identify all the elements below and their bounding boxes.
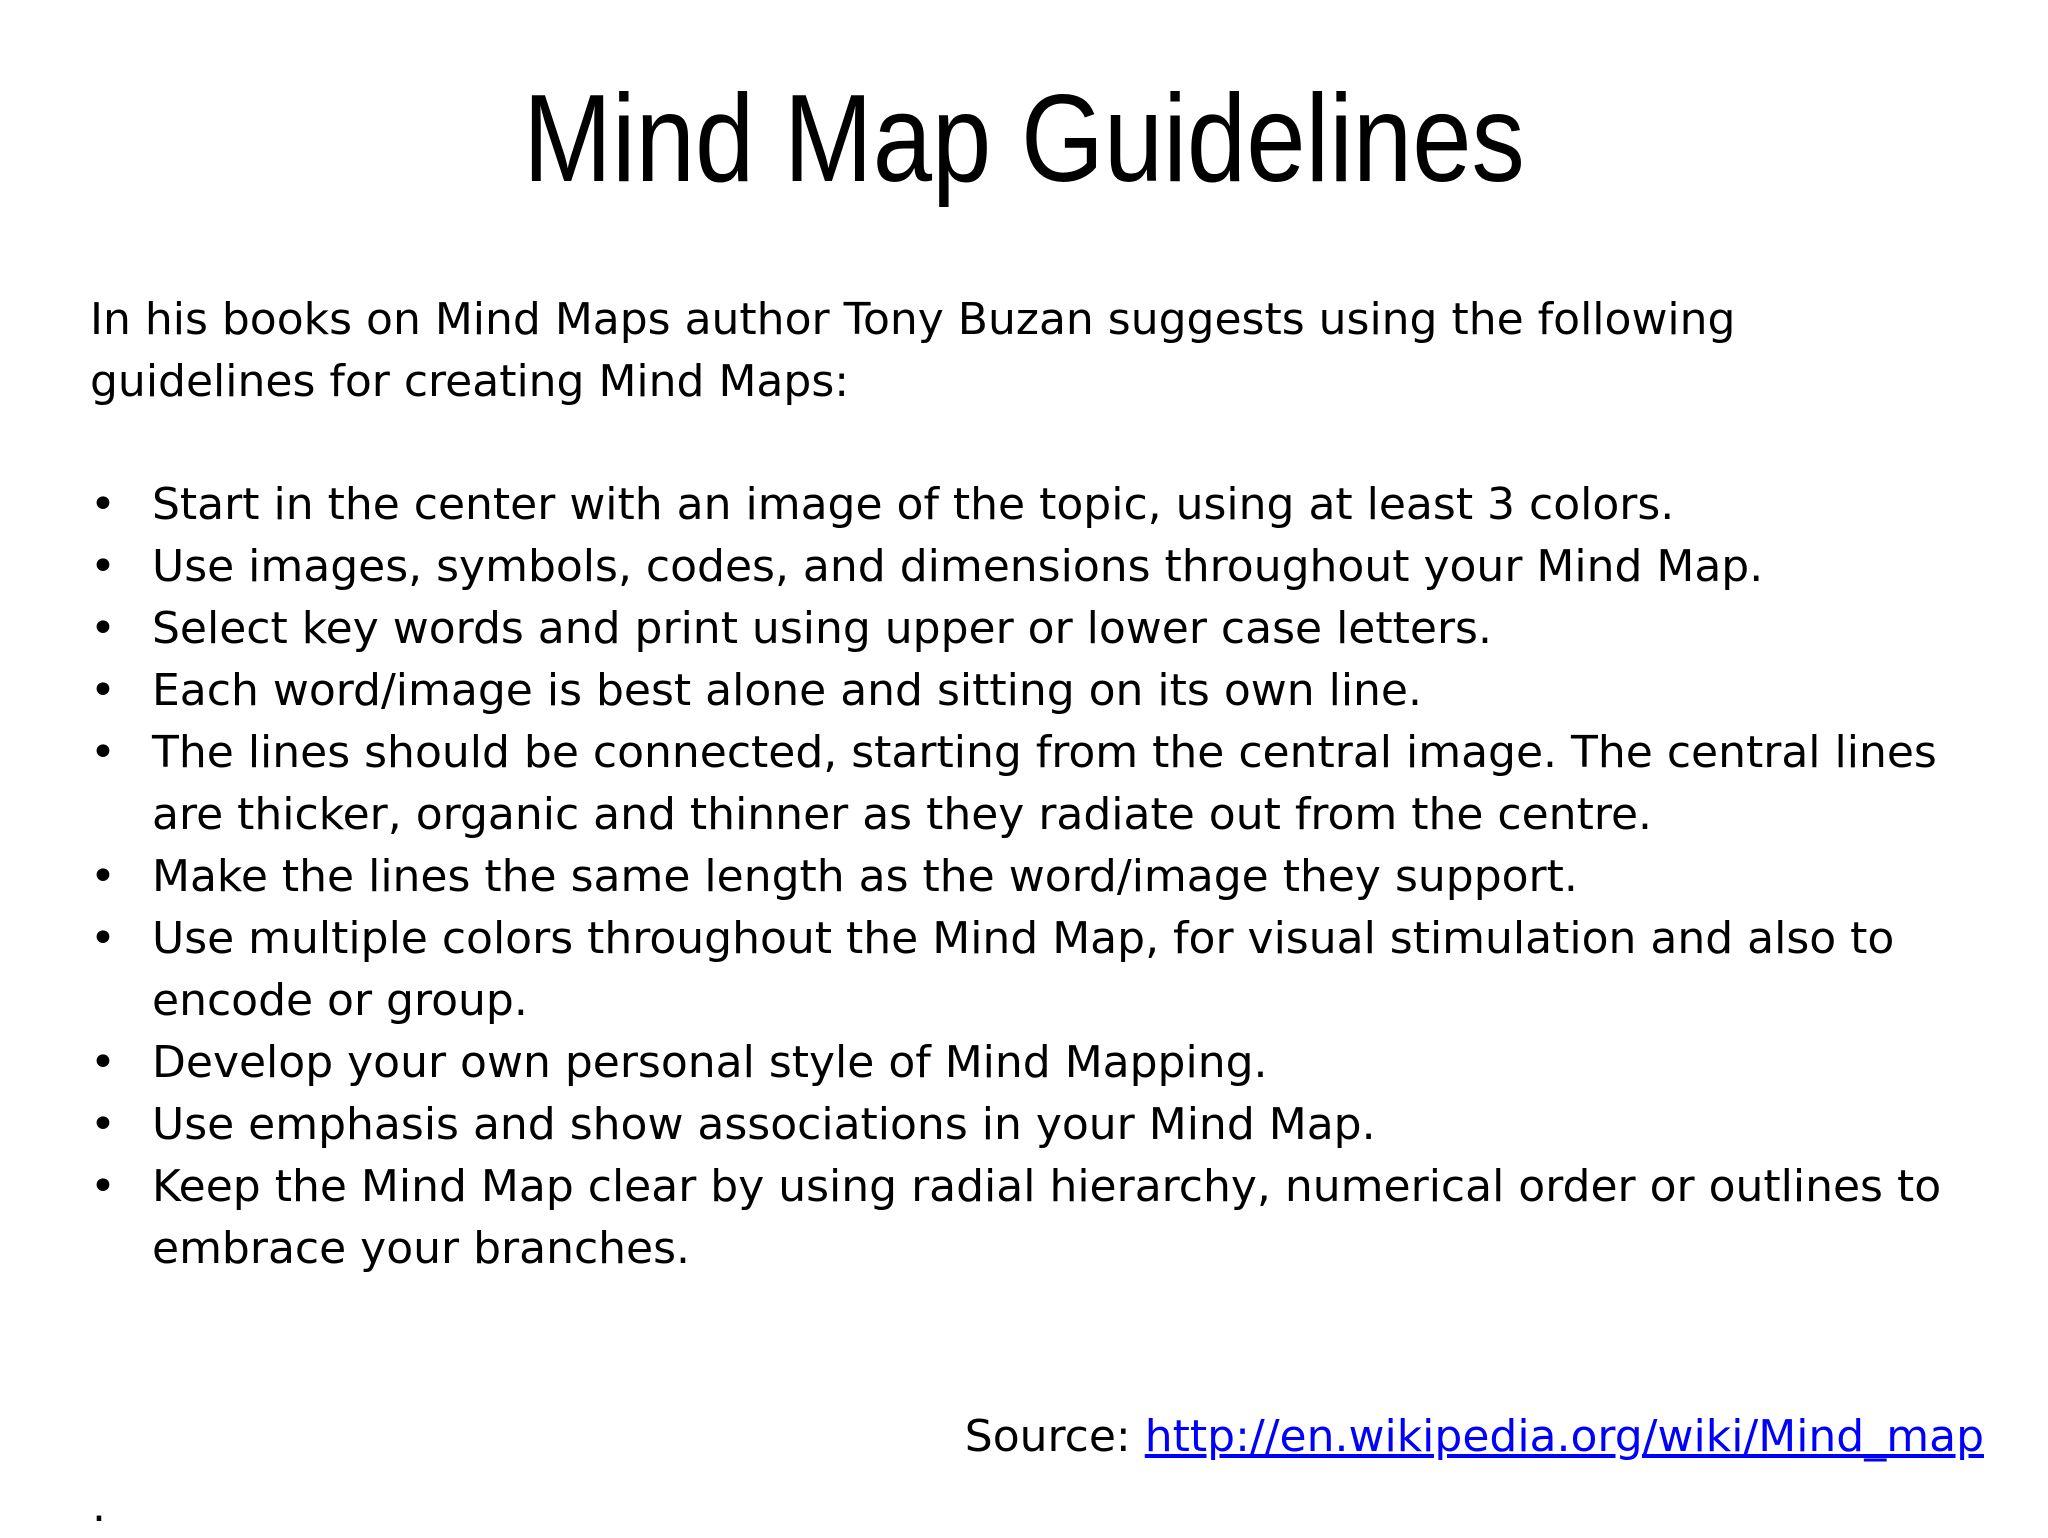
list-item: • Each word/image is best alone and sitting on its own line.: [90, 660, 1970, 722]
source-citation: [965, 1406, 1984, 1468]
source-label: Source:: [964, 1411, 1131, 1462]
list-item: • Develop your own personal style of Mind Mapping.: [90, 1032, 1970, 1094]
guidelines-list: [90, 474, 1970, 1280]
list-item: • Use images, symbols, codes, and dimensions throughout your Mind Map.: [90, 536, 1970, 598]
list-item: • Keep the Mind Map clear by using radial hierarchy, numerical order or outlines to embrace your branches.: [90, 1156, 1970, 1280]
intro-paragraph: In his books on Mind Maps author Tony Buzan suggests using the following guidelines for creating Mind Maps:: [90, 294, 1736, 407]
slide-title: Mind Map Guidelines: [523, 70, 1525, 208]
list-item: • Select key words and print using upper or lower case letters.: [90, 598, 1970, 660]
trailing-mark: .: [92, 1481, 106, 1532]
source-link[interactable]: http://en.wikipedia.org/wiki/Mind_map: [1144, 1411, 1984, 1462]
list-item: • Make the lines the same length as the word/image they support.: [90, 846, 1970, 908]
list-item: • Start in the center with an image of the topic, using at least 3 colors.: [90, 474, 1970, 536]
list-item: • The lines should be connected, starting from the central image. The central lines are thicker, organic and thinner as they radiate out from the centre.: [90, 722, 1970, 846]
list-item: • Use emphasis and show associations in your Mind Map.: [90, 1094, 1970, 1156]
list-item: • Use multiple colors throughout the Mind Map, for visual stimulation and also to encode or group.: [90, 908, 1970, 1032]
